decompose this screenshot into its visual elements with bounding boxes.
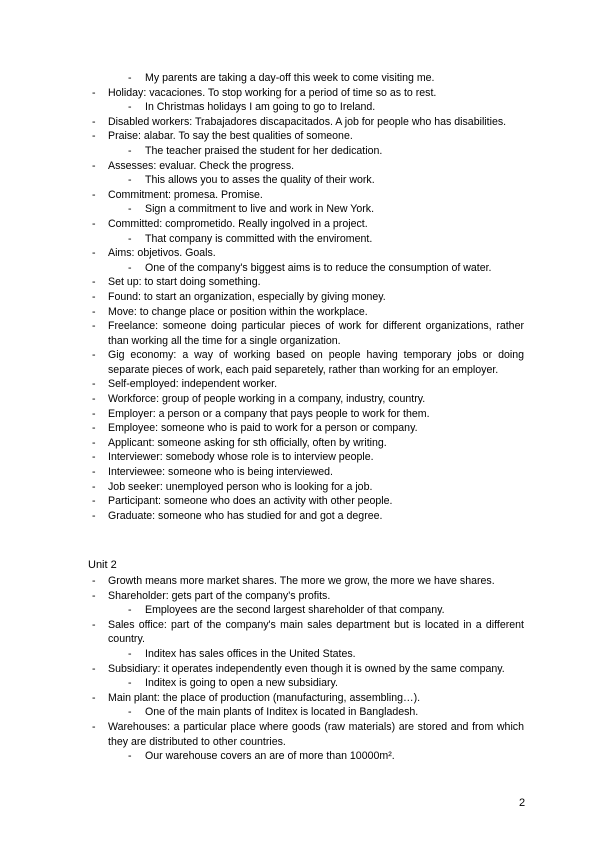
bullet-dash: - — [92, 466, 96, 479]
vocabulary-entry — [0, 436, 600, 451]
unit-2-heading: Unit 2 — [88, 559, 117, 571]
vocabulary-entry — [0, 305, 600, 320]
example-sentence — [0, 749, 600, 764]
bullet-dash: - — [128, 72, 132, 84]
entry-text: Move: to change place or position within the workplace. — [108, 305, 368, 318]
entry-text: The teacher praised the student for her dedication. — [145, 144, 383, 157]
vocabulary-entry — [0, 129, 600, 144]
bullet-dash: - — [92, 86, 96, 99]
entry-text: This allows you to asses the quality of their work. — [145, 174, 375, 187]
example-sentence — [0, 144, 600, 159]
vocabulary-entry — [0, 159, 600, 174]
example-sentence — [0, 647, 600, 662]
vocabulary-entry — [0, 115, 600, 130]
bullet-dash: - — [92, 305, 96, 318]
entry-text: Workforce: group of people working in a company, industry, country. — [108, 393, 426, 406]
entry-text: Shareholder: gets part of the company's profits. — [108, 589, 331, 602]
bullet-dash: - — [92, 188, 96, 201]
bullet-dash: - — [92, 662, 96, 675]
bullet-dash: - — [92, 290, 96, 303]
example-sentence — [0, 173, 600, 188]
entry-text: Sign a commitment to live and work in New York. — [145, 203, 375, 216]
bullet-dash: - — [128, 677, 132, 690]
entry-text: Growth means more market shares. The more we grow, the more we have shares. — [108, 575, 495, 587]
bullet-dash: - — [92, 247, 96, 260]
bullet-dash: - — [92, 407, 96, 420]
entry-text: Subsidiary: it operates independently even though it is owned by the same company. — [108, 662, 505, 675]
bullet-dash: - — [92, 691, 96, 704]
vocabulary-list-unit-1 — [0, 71, 600, 523]
entry-text: One of the company's biggest aims is to reduce the consumption of water. — [145, 261, 492, 274]
vocabulary-entry — [0, 494, 600, 509]
entry-text: Self-employed: independent worker. — [108, 378, 278, 391]
entry-text: One of the main plants of Inditex is located in Bangladesh. — [145, 706, 419, 719]
entry-text: That company is committed with the enviroment. — [145, 232, 373, 245]
bullet-dash: - — [92, 378, 96, 391]
bullet-dash: - — [92, 422, 96, 435]
entry-text: Praise: alabar. To say the best qualities of someone. — [108, 130, 353, 143]
entry-text: Job seeker: unemployed person who is looking for a job. — [108, 480, 373, 493]
entry-text: Holiday: vacaciones. To stop working for a period of time so as to rest. — [108, 86, 437, 99]
entry-text: Inditex has sales offices in the United States. — [145, 647, 356, 660]
entry-text: Set up: to start doing something. — [108, 276, 261, 289]
vocabulary-entry — [0, 662, 600, 677]
entry-text: Applicant: someone asking for sth officially, often by writing. — [108, 436, 387, 449]
bullet-dash: - — [92, 393, 96, 406]
bullet-dash: - — [92, 436, 96, 449]
bullet-dash: - — [92, 575, 96, 587]
entry-text: Warehouses: a particular place where goods (raw materials) are stored and from which they are distributed to other countries. — [108, 720, 524, 748]
entry-text: Our warehouse covers an are of more than 10000m². — [145, 750, 395, 763]
bullet-dash: - — [128, 261, 132, 274]
entry-text: Sales office: part of the company's main sales department but is located in a different country. — [108, 618, 524, 646]
vocabulary-entry — [0, 509, 600, 524]
entry-text: Participant: someone who does an activity with other people. — [108, 495, 393, 508]
bullet-dash: - — [92, 451, 96, 464]
bullet-dash: - — [92, 618, 96, 631]
bullet-dash: - — [128, 706, 132, 719]
entry-text: Disabled workers: Trabajadores discapacitados. A job for people who has disabilities. — [108, 115, 507, 128]
entry-text: Found: to start an organization, especially by giving money. — [108, 290, 386, 303]
entry-text: Employee: someone who is paid to work for a person or company. — [108, 422, 418, 435]
bullet-dash: - — [128, 232, 132, 245]
entry-text: Inditex is going to open a new subsidiary. — [145, 677, 338, 690]
entry-text: Interviewer: somebody whose role is to interview people. — [108, 451, 374, 464]
bullet-dash: - — [128, 144, 132, 157]
vocabulary-entry — [0, 392, 600, 407]
bullet-dash: - — [92, 130, 96, 143]
bullet-dash: - — [92, 589, 96, 602]
bullet-dash: - — [92, 495, 96, 508]
bullet-dash: - — [128, 604, 132, 617]
vocabulary-entry — [0, 574, 600, 589]
example-sentence — [0, 232, 600, 247]
bullet-dash: - — [92, 217, 96, 230]
entry-text: Aims: objetivos. Goals. — [108, 247, 216, 260]
bullet-dash: - — [128, 203, 132, 216]
vocabulary-entry — [0, 290, 600, 305]
entry-text: Assesses: evaluar. Check the progress. — [108, 159, 295, 172]
bullet-dash: - — [128, 174, 132, 187]
entry-text: Interviewee: someone who is being interviewed. — [108, 466, 333, 479]
example-sentence — [0, 202, 600, 217]
example-sentence — [0, 705, 600, 720]
vocabulary-entry — [0, 465, 600, 480]
example-sentence — [0, 100, 600, 115]
page-number: 2 — [519, 797, 526, 809]
entry-text: Commitment: promesa. Promise. — [108, 188, 263, 201]
vocabulary-entry — [0, 691, 600, 706]
entry-text: Committed: comprometido. Really ingolved in a project. — [108, 217, 368, 230]
vocabulary-entry — [0, 319, 600, 348]
entry-text: Employees are the second largest shareholder of that company. — [145, 604, 445, 617]
entry-text: In Christmas holidays I am going to go to Ireland. — [145, 101, 376, 114]
vocabulary-entry — [0, 450, 600, 465]
example-sentence — [0, 71, 600, 86]
vocabulary-entry — [0, 246, 600, 261]
entry-text: Employer: a person or a company that pays people to work for them. — [108, 407, 430, 420]
bullet-dash: - — [92, 320, 96, 333]
example-sentence — [0, 261, 600, 276]
entry-text: Gig economy: a way of working based on people having temporary jobs or doing separate pieces of work, each paid separetely, rather than working for an employer. — [108, 349, 524, 376]
vocabulary-entry — [0, 618, 600, 647]
vocabulary-entry — [0, 86, 600, 101]
vocabulary-entry — [0, 348, 600, 377]
vocabulary-entry — [0, 589, 600, 604]
vocabulary-entry — [0, 275, 600, 290]
entry-text: Freelance: someone doing particular pieces of work for different organizations, rather than working all the time for a single organization. — [108, 320, 524, 347]
example-sentence — [0, 603, 600, 618]
bullet-dash: - — [92, 115, 96, 128]
vocabulary-entry — [0, 480, 600, 495]
bullet-dash: - — [92, 720, 96, 733]
vocabulary-entry — [0, 377, 600, 392]
vocabulary-entry — [0, 720, 600, 749]
bullet-dash: - — [92, 349, 96, 362]
entry-text: Graduate: someone who has studied for and got a degree. — [108, 509, 383, 522]
bullet-dash: - — [128, 101, 132, 114]
vocabulary-list-unit-2 — [0, 574, 600, 764]
bullet-dash: - — [128, 647, 132, 660]
example-sentence — [0, 676, 600, 691]
vocabulary-entry — [0, 217, 600, 232]
bullet-dash: - — [92, 480, 96, 493]
entry-text: Main plant: the place of production (manufacturing, assembling…). — [108, 691, 421, 704]
vocabulary-entry — [0, 188, 600, 203]
bullet-dash: - — [128, 750, 132, 763]
bullet-dash: - — [92, 159, 96, 172]
bullet-dash: - — [92, 509, 96, 522]
entry-text: My parents are taking a day-off this week to come visiting me. — [145, 72, 435, 84]
vocabulary-entry — [0, 407, 600, 422]
vocabulary-entry — [0, 421, 600, 436]
bullet-dash: - — [92, 276, 96, 289]
